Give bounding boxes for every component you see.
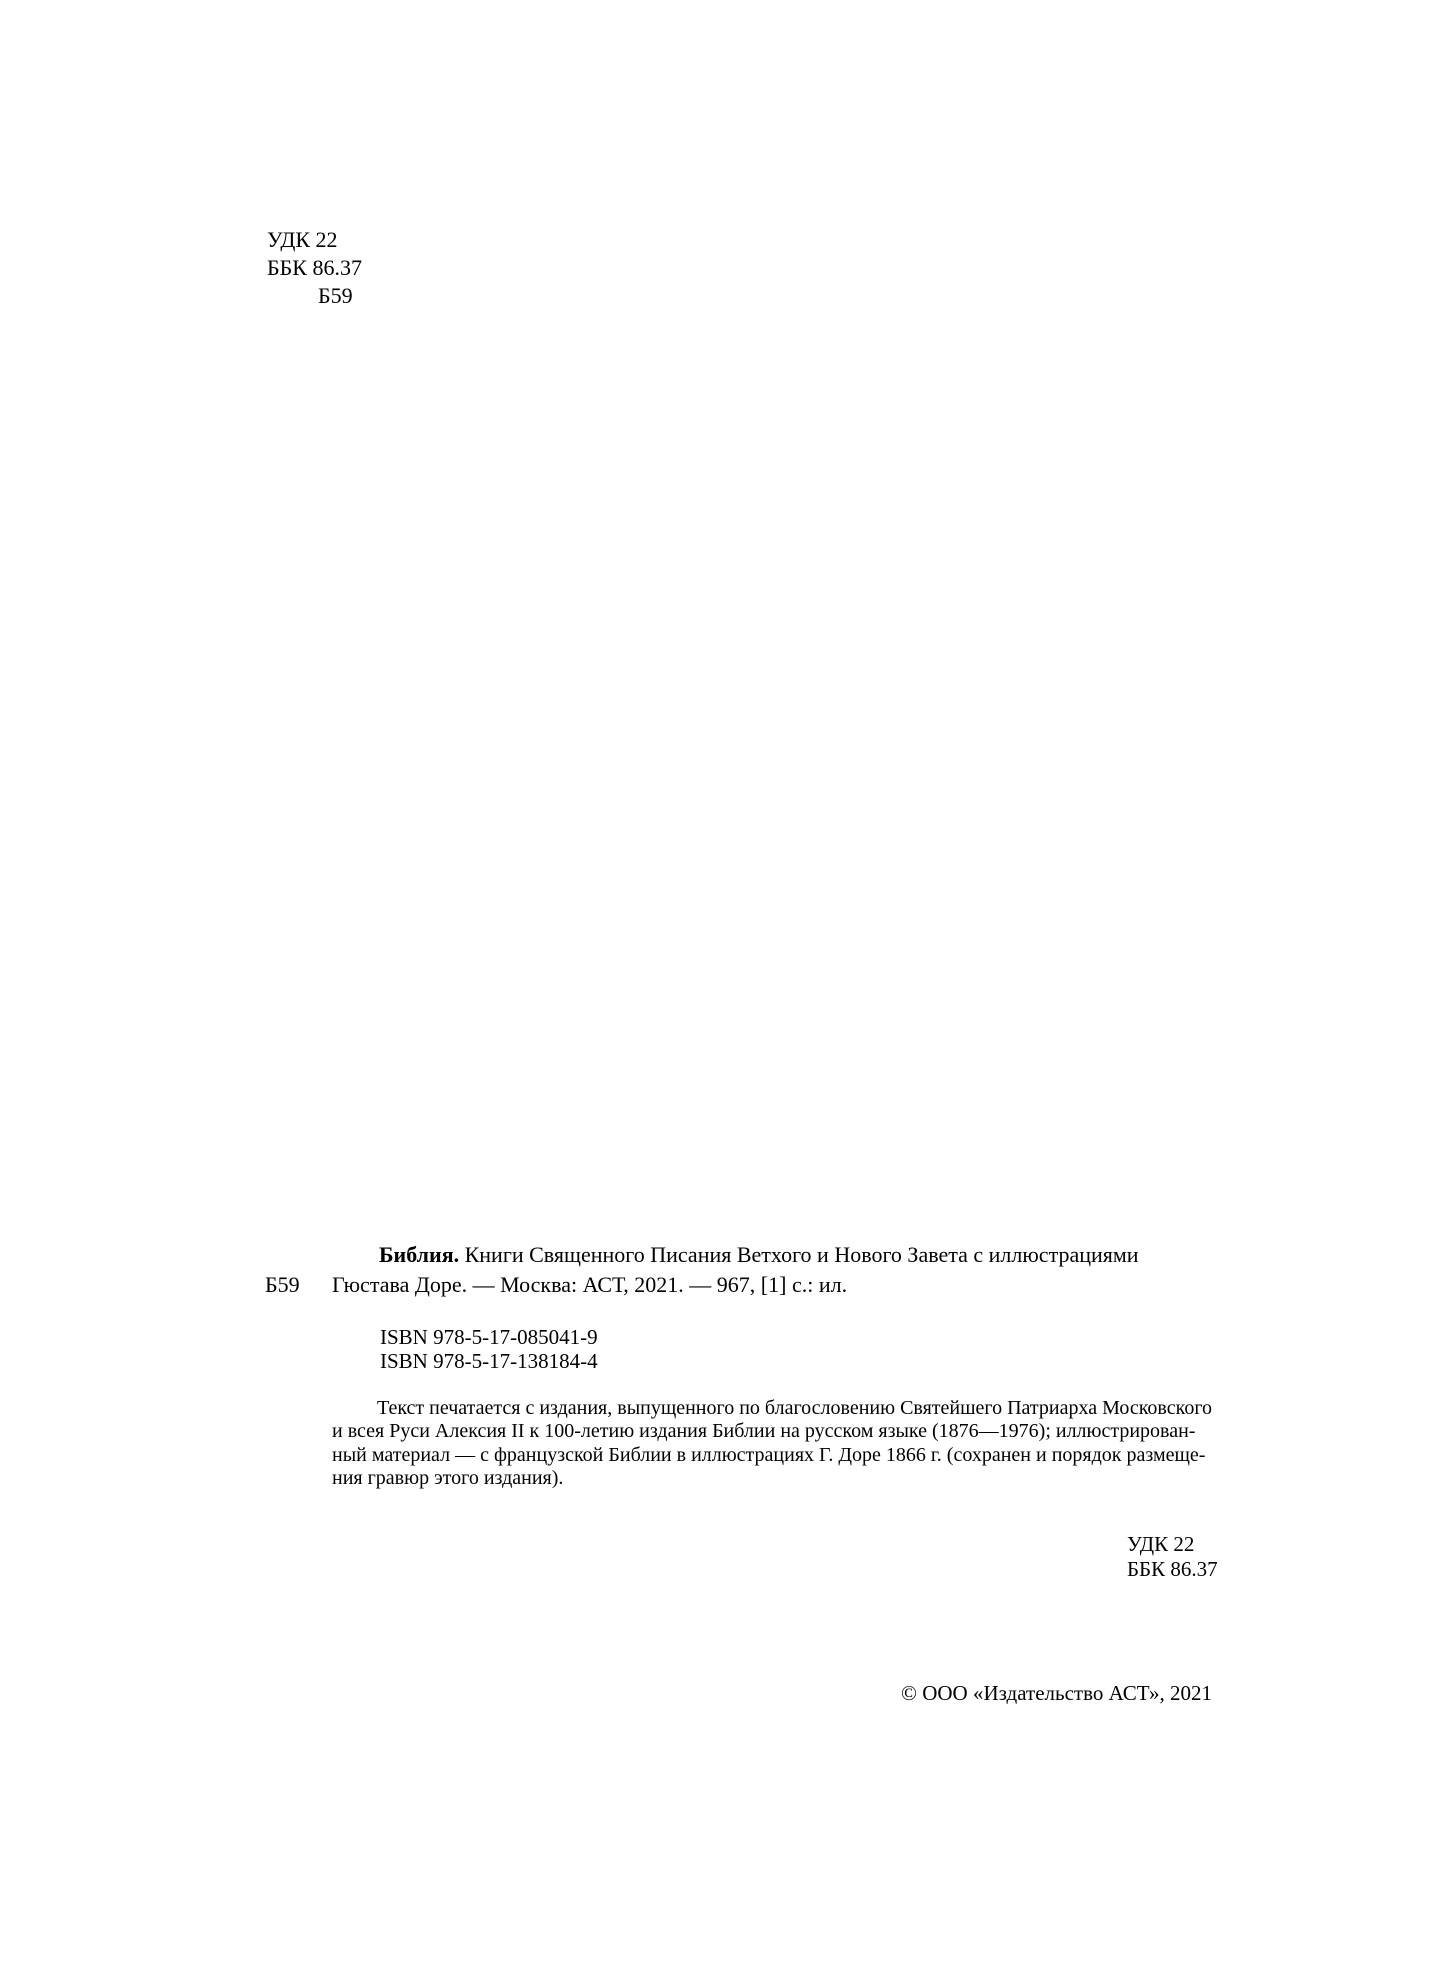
top-classification-block <box>267 226 362 310</box>
bottom-classification-block <box>1127 1532 1218 1581</box>
catalog-entry-author-sign: Б59 <box>265 1272 300 1297</box>
isbn-line: ISBN 978-5-17-085041-9 <box>380 1325 598 1349</box>
udk-number: УДК 22 <box>1127 1532 1195 1556</box>
bbk-number: ББК 86.37 <box>1127 1556 1218 1581</box>
catalog-entry-line2: Гюстава Доре. — Москва: АСТ, 2021. — 967, [1] с.: ил. <box>332 1272 848 1297</box>
catalog-entry-line1-rest: Книги Священного Писания Ветхого и Нового Завета с иллюстрациями <box>459 1242 1139 1267</box>
copyright-notice: © ООО «Издательство АСТ», 2021 <box>901 1681 1212 1705</box>
annotation-line: Текст печатается с издания, выпущенного по благословению Святейшего Патриарха Московского <box>377 1397 1213 1419</box>
author-sign: Б59 <box>318 283 353 308</box>
annotation-line: ный материал — с французской Библии в иллюстрациях Г. Доре 1866 г. (сохранен и порядок размеще- <box>332 1443 1206 1466</box>
udk-number: УДК 22 <box>267 227 338 252</box>
book-title: Библия. <box>379 1242 460 1267</box>
annotation-paragraph <box>332 1397 1212 1491</box>
catalog-entry-line1 <box>379 1242 1139 1267</box>
isbn-block <box>380 1326 598 1373</box>
bbk-number: ББК 86.37 <box>267 255 362 280</box>
isbn-line: ISBN 978-5-17-138184-4 <box>380 1348 598 1373</box>
annotation-line: ния гравюр этого издания). <box>332 1467 564 1490</box>
annotation-line: и всея Руси Алексия II к 100-летию издания Библии на русском языке (1876—1976); иллюстрирован- <box>332 1420 1196 1443</box>
